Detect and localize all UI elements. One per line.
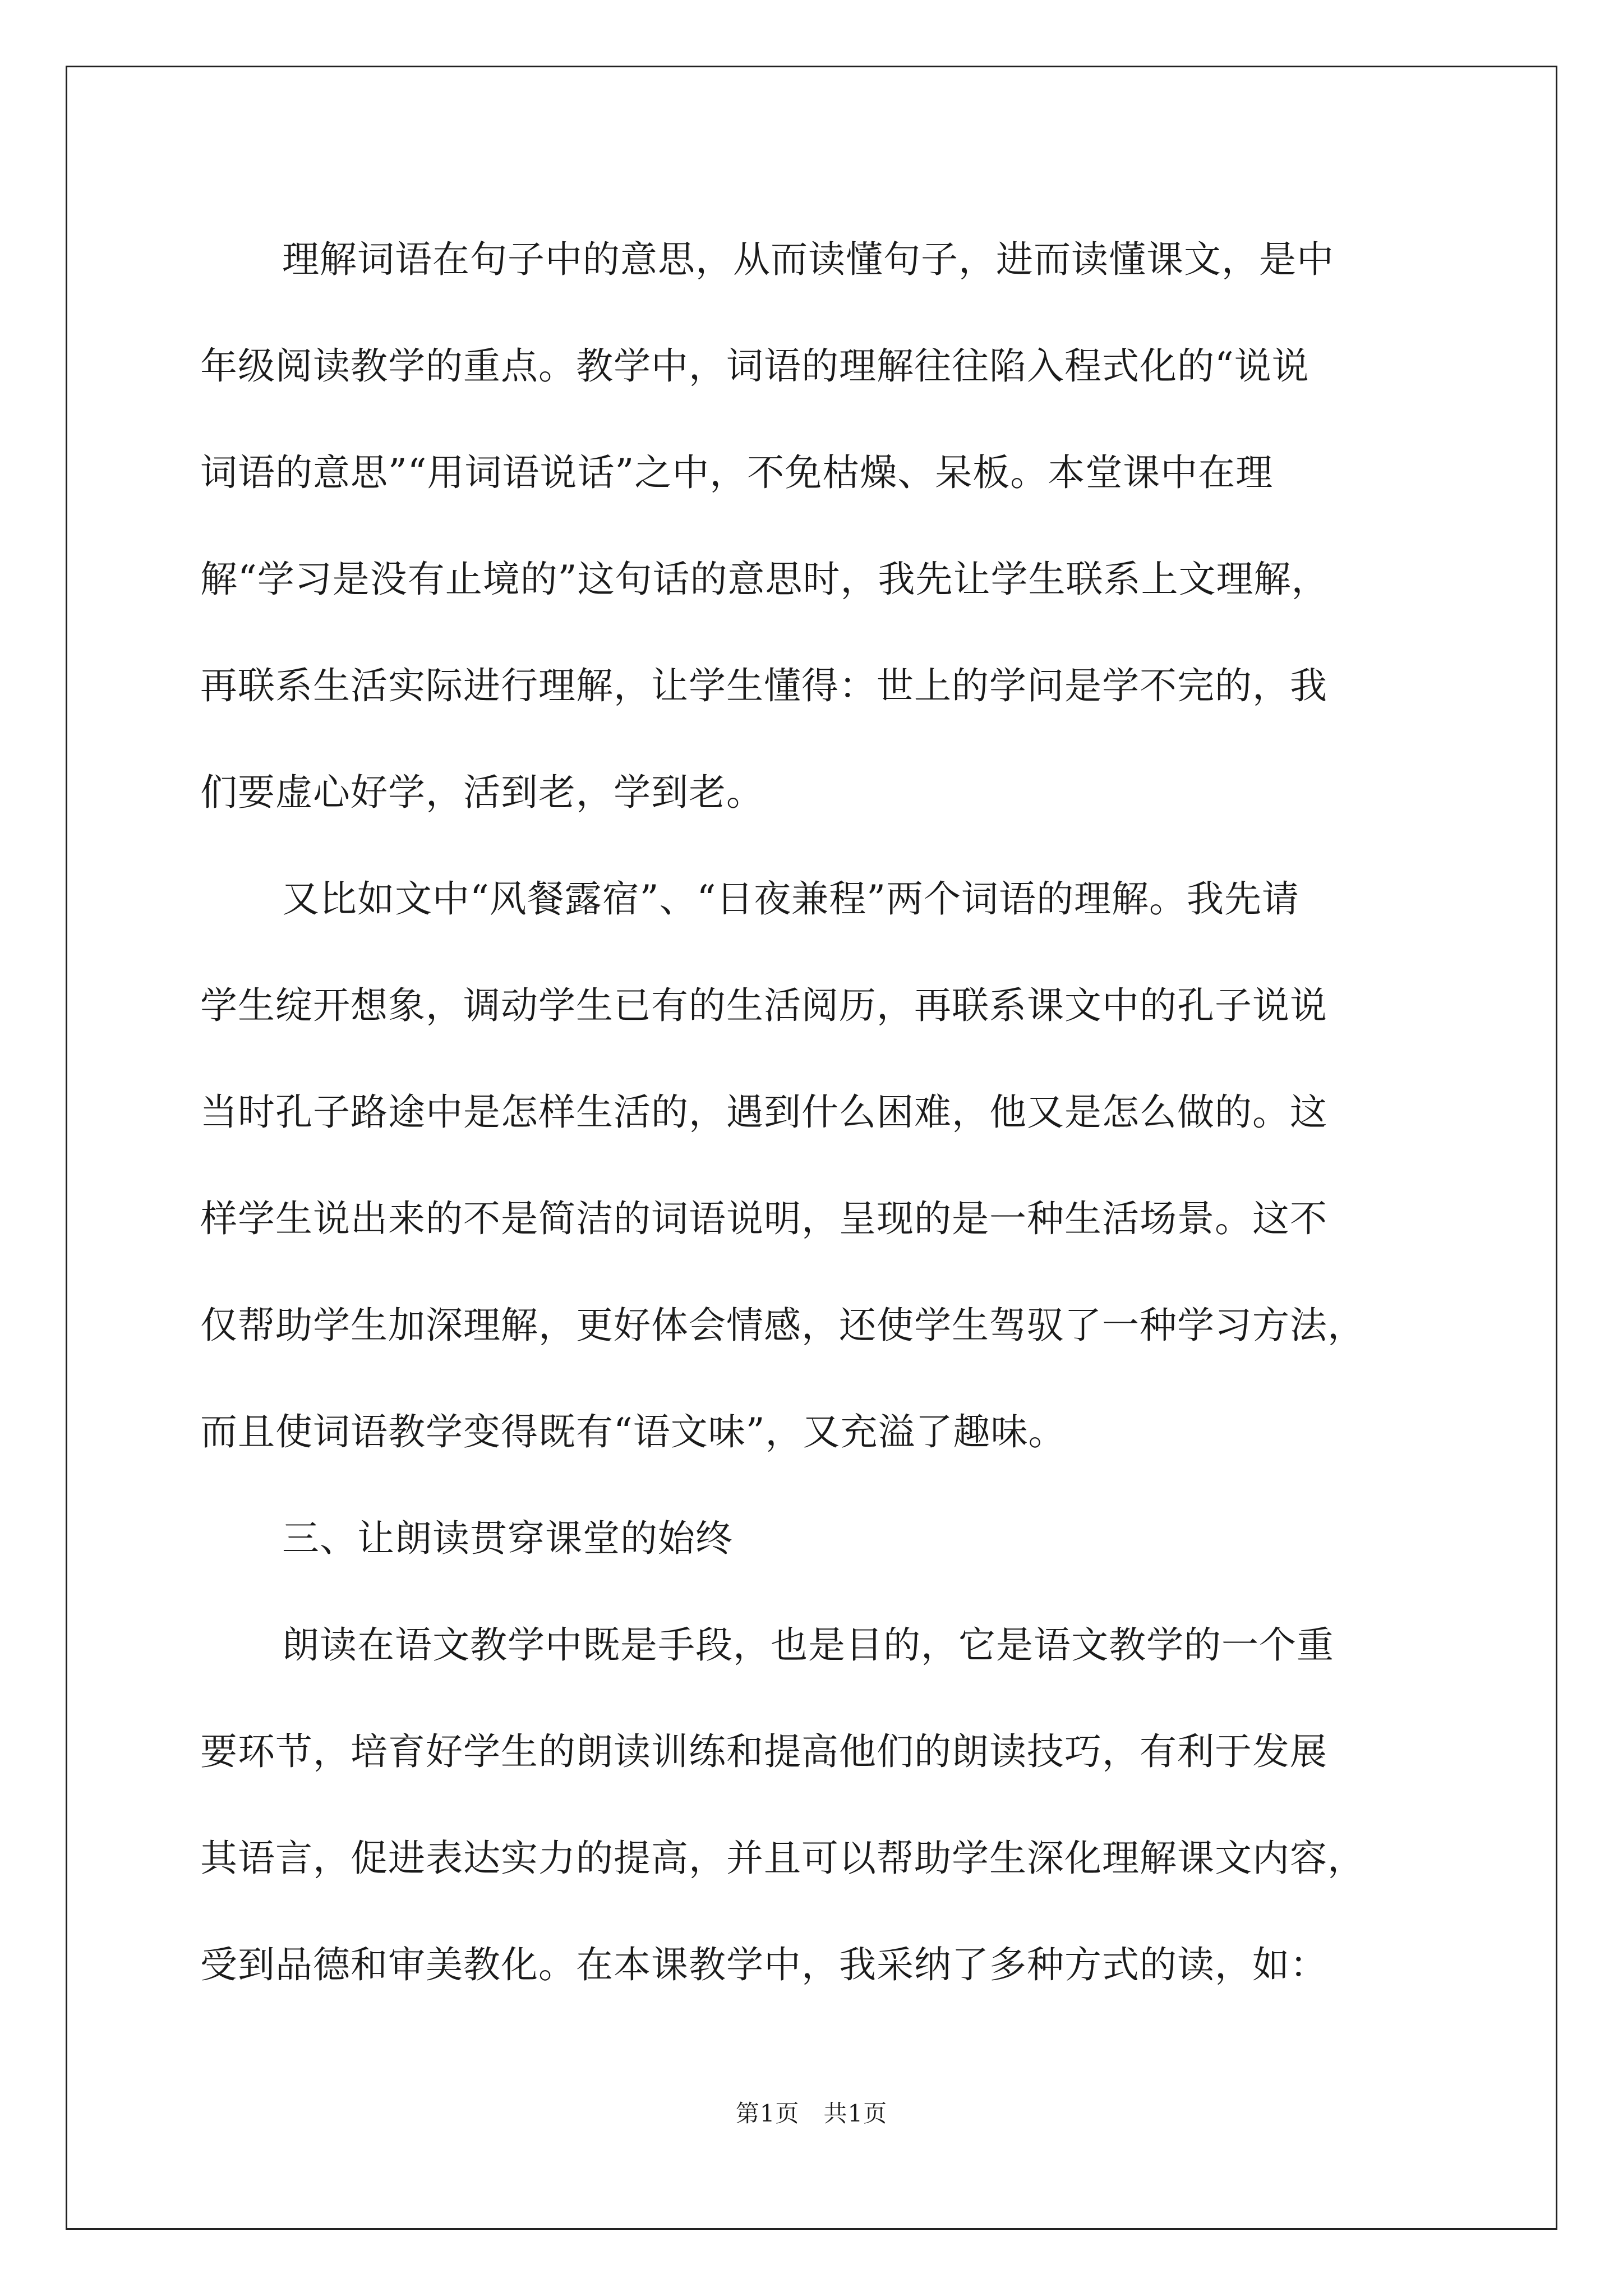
text-line: 其语言，促进表达实力的提高，并且可以帮助学生深化理解课文内容，: [200, 1837, 1365, 1880]
text-line: 解“学习是没有止境的”这句话的意思时，我先让学生联系上文理解，: [200, 558, 1329, 601]
paragraph-3: [200, 1592, 1434, 2018]
page-number: 第1页 共1页: [735, 2100, 888, 2127]
text-line: 学生绽开想象，调动学生已有的生活阅历，再联系课文中的孔子说说: [200, 984, 1327, 1027]
paragraph-2: [200, 846, 1434, 1485]
text-line: 要环节，培育好学生的朗读训练和提高他们的朗读技巧，有利于发展: [200, 1730, 1327, 1773]
text-line: 理解词语在句子中的意思，从而读懂句子，进而读懂课文，是中: [282, 238, 1334, 281]
text-line: 年级阅读教学的重点。教学中，词语的理解往往陷入程式化的“说说: [200, 344, 1310, 388]
text-line: 又比如文中“风餐露宿”、“日夜兼程”两个词语的理解。我先请: [282, 877, 1299, 921]
heading-line: 三、让朗读贯穿课堂的始终: [282, 1517, 733, 1560]
text-line: 样学生说出来的不是简洁的词语说明，呈现的是一种生活场景。这不: [200, 1197, 1327, 1240]
document-body: [200, 206, 1434, 2018]
text-line: 朗读在语文教学中既是手段，也是目的，它是语文教学的一个重: [282, 1623, 1334, 1667]
text-line: 受到品德和审美教化。在本课教学中，我采纳了多种方式的读，如：: [200, 1943, 1327, 1986]
paragraph-1: [200, 206, 1434, 846]
text-line: 当时孔子路途中是怎样生活的，遇到什么困难，他又是怎么做的。这: [200, 1091, 1327, 1134]
text-line: 再联系生活实际进行理解，让学生懂得：世上的学问是学不完的，我: [200, 664, 1327, 707]
text-line: 词语的意思”“用词语说话”之中，不免枯燥、呆板。本堂课中在理: [200, 451, 1274, 494]
text-line: 们要虚心好学，活到老，学到老。: [200, 771, 764, 814]
text-line: 而且使词语教学变得既有“语文味”，又充溢了趣味。: [200, 1410, 1066, 1453]
section-heading: [200, 1485, 1434, 1592]
text-line: 仅帮助学生加深理解，更好体会情感，还使学生驾驭了一种学习方法，: [200, 1304, 1365, 1347]
page-footer: [0, 2095, 1623, 2129]
